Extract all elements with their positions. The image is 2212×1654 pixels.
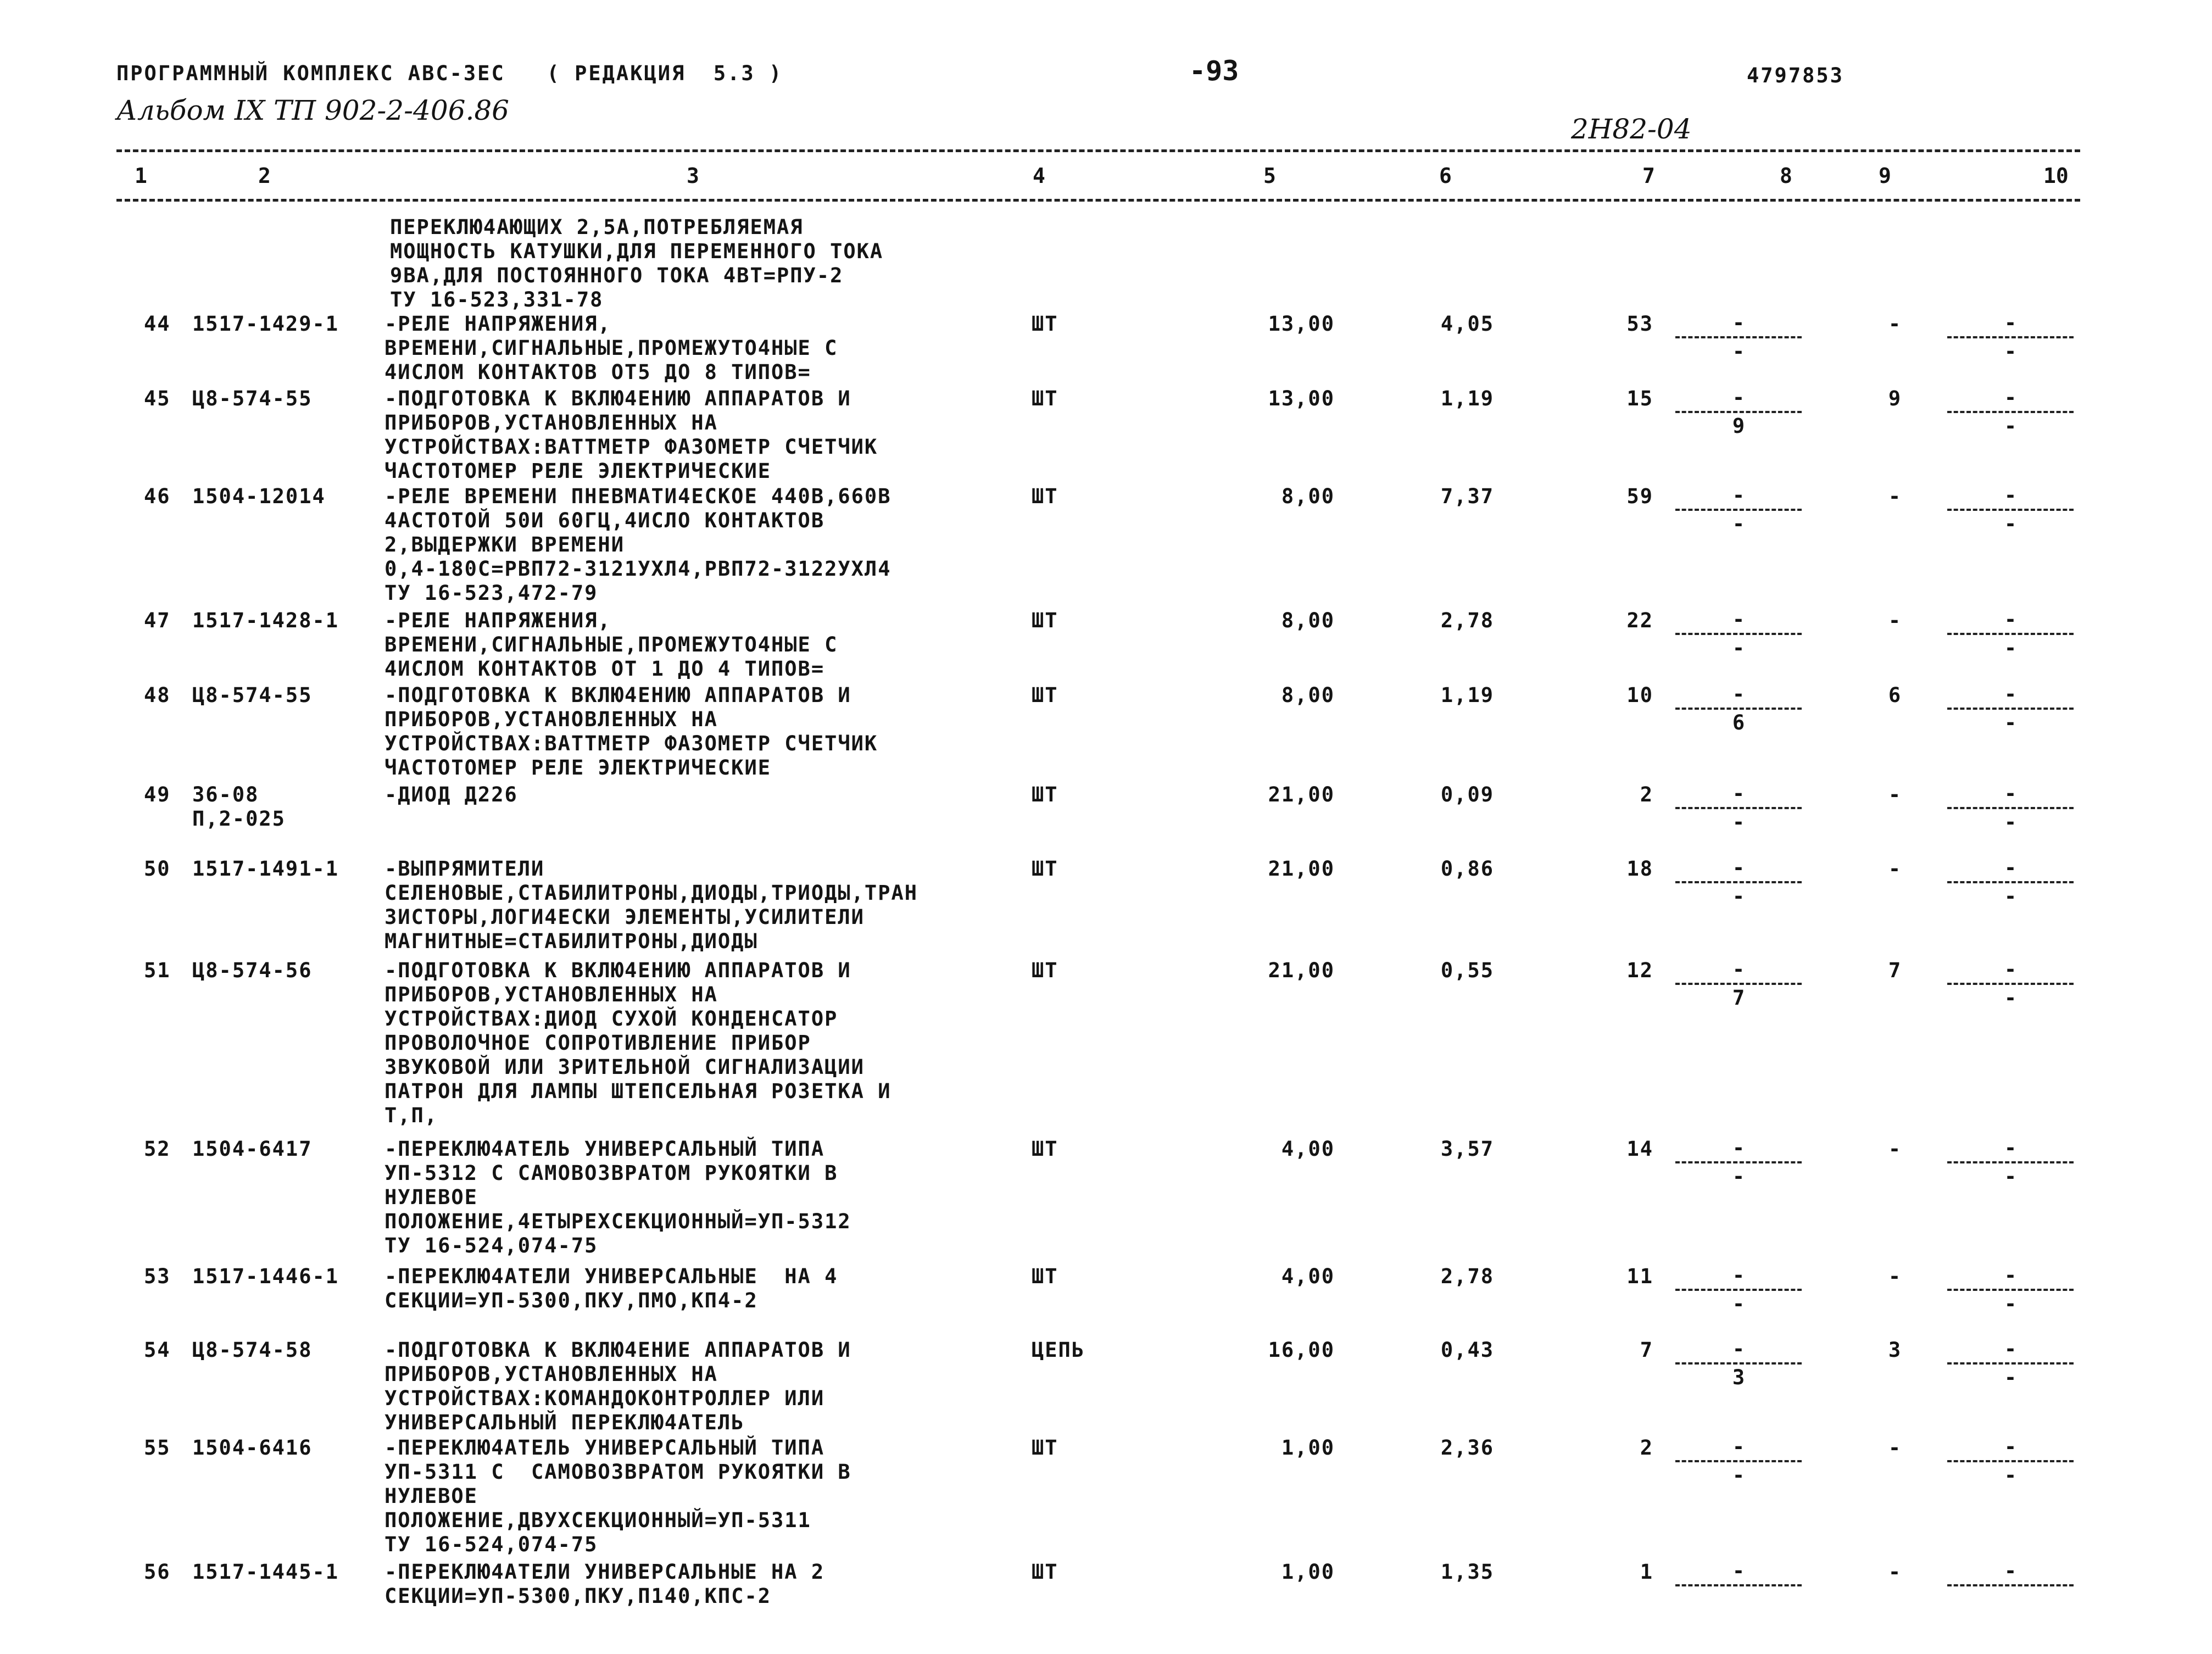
column-8-top: - bbox=[1732, 483, 1745, 507]
description-line: 4ИСЛОМ КОНТАКТОВ ОТ5 ДО 8 ТИПОВ= bbox=[385, 360, 811, 384]
doc-code: 4797853 bbox=[1747, 64, 1844, 87]
column-10-top: - bbox=[2004, 1559, 2017, 1583]
column-10 bbox=[1947, 959, 2074, 1009]
column-10-bottom: - bbox=[2004, 1463, 2017, 1487]
column-8-bottom: 3 bbox=[1732, 1366, 1745, 1389]
unit-price: 2,36 bbox=[1440, 1436, 1494, 1460]
quantity: 8,00 bbox=[1281, 484, 1335, 508]
description-line: УП-5312 С САМОВОЗВРАТОМ РУКОЯТКИ В bbox=[385, 1161, 838, 1185]
column-10-top: - bbox=[2004, 311, 2017, 335]
column-9: - bbox=[1888, 783, 1902, 806]
column-header-6: 6 bbox=[1439, 164, 1452, 188]
description-line: -РЕЛЕ ВРЕМЕНИ ПНЕВМАТИ4ЕСКОЕ 440В,660В bbox=[385, 484, 892, 508]
column-10-top: - bbox=[2004, 682, 2017, 706]
column-10 bbox=[1947, 312, 2074, 363]
column-8 bbox=[1675, 609, 1802, 659]
column-10-top: - bbox=[2004, 1337, 2017, 1361]
description-line: УСТРОЙСТВАХ:КОМАНДОКОНТРОЛЛЕР ИЛИ bbox=[385, 1386, 825, 1410]
column-8-line bbox=[1675, 1161, 1802, 1163]
column-8-top: - bbox=[1732, 386, 1745, 409]
column-8-top: - bbox=[1732, 957, 1745, 981]
unit: ШТ bbox=[1032, 1560, 1058, 1584]
column-9: - bbox=[1888, 484, 1902, 508]
column-header-3: 3 bbox=[687, 164, 699, 188]
row-number: 48 bbox=[144, 683, 171, 707]
program-header: ПРОГРАММНЫЙ КОМПЛЕКС АВС-3ЕС ( РЕДАКЦИЯ 5.3 ) bbox=[116, 62, 783, 85]
column-8 bbox=[1675, 857, 1802, 907]
column-9: - bbox=[1888, 609, 1902, 632]
continued-description-line: 9ВА,ДЛЯ ПОСТОЯННОГО ТОКА 4ВТ=РПУ-2 bbox=[390, 264, 844, 287]
quantity: 8,00 bbox=[1281, 683, 1335, 707]
description-line: УП-5311 С САМОВОЗВРАТОМ РУКОЯТКИ В bbox=[385, 1460, 851, 1484]
unit-price: 1,19 bbox=[1440, 387, 1494, 410]
description-line: 4ИСЛОМ КОНТАКТОВ ОТ 1 ДО 4 ТИПОВ= bbox=[385, 657, 825, 681]
column-8 bbox=[1675, 312, 1802, 363]
column-10 bbox=[1947, 1137, 2074, 1188]
column-8 bbox=[1675, 1560, 1802, 1611]
description-line: ЗИСТОРЫ,ЛОГИ4ЕСКИ ЭЛЕМЕНТЫ,УСИЛИТЕЛИ bbox=[385, 905, 865, 929]
column-9: 6 bbox=[1888, 683, 1902, 707]
quantity: 4,00 bbox=[1281, 1265, 1335, 1288]
resource-code: Ц8-574-58 bbox=[192, 1338, 313, 1362]
unit-price: 7,37 bbox=[1440, 484, 1494, 508]
column-10-top: - bbox=[2004, 957, 2017, 981]
column-8-line bbox=[1675, 1289, 1802, 1291]
continued-description-line: ТУ 16-523,331-78 bbox=[390, 288, 604, 311]
column-10 bbox=[1947, 1265, 2074, 1315]
column-9: 7 bbox=[1888, 959, 1902, 982]
column-8 bbox=[1675, 683, 1802, 734]
quantity: 1,00 bbox=[1281, 1560, 1335, 1584]
column-8 bbox=[1675, 1137, 1802, 1188]
column-10 bbox=[1947, 609, 2074, 659]
description-line: УСТРОЙСТВАХ:ВАТТМЕТР ФАЗОМЕТР СЧЕТЧИК bbox=[385, 732, 878, 755]
description-line: 0,4-180С=РВП72-3121УХЛ4,РВП72-3122УХЛ4 bbox=[385, 557, 892, 581]
resource-code: 1517-1446-1 bbox=[192, 1265, 339, 1288]
column-7: 18 bbox=[1626, 857, 1653, 881]
description-line: -ПОДГОТОВКА К ВКЛЮ4ЕНИЮ АППАРАТОВ И bbox=[385, 387, 851, 410]
unit: ШТ bbox=[1032, 683, 1058, 707]
unit: ШТ bbox=[1032, 609, 1058, 632]
unit: ШТ bbox=[1032, 484, 1058, 508]
column-8 bbox=[1675, 783, 1802, 833]
description-line: 2,ВЫДЕРЖКИ ВРЕМЕНИ bbox=[385, 533, 625, 556]
column-8-bottom: - bbox=[1732, 512, 1745, 536]
column-8-line bbox=[1675, 336, 1802, 338]
description-line: -РЕЛЕ НАПРЯЖЕНИЯ, bbox=[385, 609, 611, 632]
column-10-line bbox=[1947, 509, 2074, 511]
row-number: 44 bbox=[144, 312, 171, 336]
column-10-line bbox=[1947, 1161, 2074, 1163]
description-line: ПРОВОЛОЧНОЕ СОПРОТИВЛЕНИЕ ПРИБОР bbox=[385, 1031, 811, 1055]
resource-code: 1504-12014 bbox=[192, 484, 326, 508]
column-10-bottom: - bbox=[2004, 512, 2017, 536]
row-number: 45 bbox=[144, 387, 171, 410]
column-10-bottom: - bbox=[2004, 339, 2017, 363]
column-7: 10 bbox=[1626, 683, 1653, 707]
description-line: ЧАСТОТОМЕР РЕЛЕ ЭЛЕКТРИЧЕСКИЕ bbox=[385, 459, 772, 483]
column-header-1: 1 bbox=[135, 164, 147, 188]
column-10-bottom: - bbox=[2004, 1165, 2017, 1188]
row-number: 47 bbox=[144, 609, 171, 632]
column-8-line bbox=[1675, 881, 1802, 883]
description-line: ЗВУКОВОЙ ИЛИ ЗРИТЕЛЬНОЙ СИГНАЛИЗАЦИИ bbox=[385, 1055, 865, 1079]
column-10-top: - bbox=[2004, 1136, 2017, 1160]
column-10-line bbox=[1947, 708, 2074, 710]
row-number: 55 bbox=[144, 1436, 171, 1460]
quantity: 13,00 bbox=[1268, 387, 1335, 410]
description-line: 4АСТОТОЙ 50И 60ГЦ,4ИСЛО КОНТАКТОВ bbox=[385, 509, 825, 532]
description-line: ТУ 16-524,074-75 bbox=[385, 1533, 598, 1556]
column-8-bottom: 9 bbox=[1732, 414, 1745, 438]
column-10-top: - bbox=[2004, 856, 2017, 879]
description-line: ТУ 16-524,074-75 bbox=[385, 1234, 598, 1257]
description-line: -ВЫПРЯМИТЕЛИ bbox=[385, 857, 545, 881]
unit-price: 2,78 bbox=[1440, 1265, 1494, 1288]
album-title: Альбом IX ТП 902-2-406.86 bbox=[116, 94, 509, 126]
column-7: 12 bbox=[1626, 959, 1653, 982]
column-10-line bbox=[1947, 1460, 2074, 1462]
column-10 bbox=[1947, 683, 2074, 734]
quantity: 21,00 bbox=[1268, 959, 1335, 982]
description-line: ПРИБОРОВ,УСТАНОВЛЕННЫХ НА bbox=[385, 1362, 718, 1386]
continued-description-line: ПЕРЕКЛЮ4АЮЩИХ 2,5А,ПОТРЕБЛЯЕМАЯ bbox=[390, 215, 804, 239]
column-10 bbox=[1947, 857, 2074, 907]
column-8 bbox=[1675, 484, 1802, 535]
column-8-line bbox=[1675, 1460, 1802, 1462]
column-10 bbox=[1947, 1338, 2074, 1389]
column-8-bottom: - bbox=[1732, 636, 1745, 660]
resource-code: 1517-1491-1 bbox=[192, 857, 339, 881]
column-10-bottom: - bbox=[2004, 810, 2017, 834]
description-line: ПРИБОРОВ,УСТАНОВЛЕННЫХ НА bbox=[385, 411, 718, 435]
unit: ШТ bbox=[1032, 1436, 1058, 1460]
description-line: СЕЛЕНОВЫЕ,СТАБИЛИТРОНЫ,ДИОДЫ,ТРИОДЫ,ТРАН bbox=[385, 881, 918, 905]
column-8-bottom: - bbox=[1732, 1165, 1745, 1188]
description-line: СЕКЦИИ=УП-5300,ПКУ,П140,КПС-2 bbox=[385, 1584, 772, 1608]
row-number: 56 bbox=[144, 1560, 171, 1584]
description-line: ВРЕМЕНИ,СИГНАЛЬНЫЕ,ПРОМЕЖУТО4НЫЕ С bbox=[385, 633, 838, 656]
column-10-bottom: - bbox=[2004, 1366, 2017, 1389]
description-line: НУЛЕВОЕ bbox=[385, 1185, 478, 1209]
column-10 bbox=[1947, 1436, 2074, 1486]
column-10-line bbox=[1947, 807, 2074, 809]
column-7: 2 bbox=[1640, 1436, 1653, 1460]
column-9: - bbox=[1888, 312, 1902, 336]
column-9: - bbox=[1888, 1436, 1902, 1460]
description-line: УСТРОЙСТВАХ:ВАТТМЕТР ФАЗОМЕТР СЧЕТЧИК bbox=[385, 435, 878, 459]
column-8-bottom: - bbox=[1732, 810, 1745, 834]
resource-code: 1504-6416 bbox=[192, 1436, 313, 1460]
unit: ШТ bbox=[1032, 857, 1058, 881]
column-8-top: - bbox=[1732, 682, 1745, 706]
column-8-bottom: 7 bbox=[1732, 986, 1745, 1010]
column-header-10: 10 bbox=[2043, 164, 2069, 188]
resource-code: Ц8-574-56 bbox=[192, 959, 313, 982]
column-10-bottom: - bbox=[2004, 986, 2017, 1010]
resource-code: 1517-1428-1 bbox=[192, 609, 339, 632]
column-8-line bbox=[1675, 983, 1802, 985]
row-number: 51 bbox=[144, 959, 171, 982]
column-8-top: - bbox=[1732, 782, 1745, 805]
column-9: 9 bbox=[1888, 387, 1902, 410]
quantity: 16,00 bbox=[1268, 1338, 1335, 1362]
column-9: - bbox=[1888, 1265, 1902, 1288]
column-10-line bbox=[1947, 411, 2074, 413]
row-number: 52 bbox=[144, 1137, 171, 1161]
column-8-line bbox=[1675, 708, 1802, 710]
column-10-top: - bbox=[2004, 782, 2017, 805]
column-8-bottom: - bbox=[1732, 884, 1745, 908]
description-line: ТУ 16-523,472-79 bbox=[385, 581, 598, 605]
column-9: - bbox=[1888, 857, 1902, 881]
resource-code: 36-08 П,2-025 bbox=[192, 783, 286, 831]
column-10-bottom: - bbox=[2004, 1292, 2017, 1316]
unit: ШТ bbox=[1032, 1265, 1058, 1288]
table-header-rule bbox=[116, 199, 2080, 202]
column-8-bottom bbox=[1675, 1589, 1802, 1611]
unit: ШТ bbox=[1032, 1137, 1058, 1161]
column-8-top: - bbox=[1732, 1337, 1745, 1361]
description-line: -ПЕРЕКЛЮ4АТЕЛИ УНИВЕРСАЛЬНЫЕ НА 4 bbox=[385, 1265, 838, 1288]
unit-price: 0,43 bbox=[1440, 1338, 1494, 1362]
column-7: 15 bbox=[1626, 387, 1653, 410]
column-10-bottom: - bbox=[2004, 711, 2017, 734]
row-number: 49 bbox=[144, 783, 171, 806]
quantity: 21,00 bbox=[1268, 857, 1335, 881]
column-8-bottom: 6 bbox=[1732, 711, 1745, 734]
row-number: 53 bbox=[144, 1265, 171, 1288]
description-line: -ПЕРЕКЛЮ4АТЕЛЬ УНИВЕРСАЛЬНЫЙ ТИПА bbox=[385, 1436, 825, 1460]
unit-price: 2,78 bbox=[1440, 609, 1494, 632]
description-line: ПОЛОЖЕНИЕ,4ЕТЫРЕХСЕКЦИОННЫЙ=УП-5312 bbox=[385, 1210, 851, 1233]
row-number: 54 bbox=[144, 1338, 171, 1362]
column-10-top: - bbox=[2004, 608, 2017, 631]
unit-price: 0,55 bbox=[1440, 959, 1494, 982]
column-10-bottom bbox=[1947, 1589, 2074, 1611]
column-10-line bbox=[1947, 336, 2074, 338]
description-line: -ПЕРЕКЛЮ4АТЕЛЬ УНИВЕРСАЛЬНЫЙ ТИПА bbox=[385, 1137, 825, 1161]
description-line: -ПЕРЕКЛЮ4АТЕЛИ УНИВЕРСАЛЬНЫЕ НА 2 bbox=[385, 1560, 825, 1584]
column-8-top: - bbox=[1732, 1136, 1745, 1160]
column-10 bbox=[1947, 1560, 2074, 1611]
column-8-line bbox=[1675, 1584, 1802, 1586]
unit: ШТ bbox=[1032, 387, 1058, 410]
column-8 bbox=[1675, 1338, 1802, 1389]
column-8 bbox=[1675, 1436, 1802, 1486]
column-8-line bbox=[1675, 633, 1802, 635]
resource-code: Ц8-574-55 bbox=[192, 387, 313, 410]
column-header-9: 9 bbox=[1879, 164, 1891, 188]
description-line: Т,П, bbox=[385, 1104, 438, 1127]
column-10-top: - bbox=[2004, 483, 2017, 507]
unit: ЦЕПЬ bbox=[1032, 1338, 1085, 1362]
column-8-line bbox=[1675, 807, 1802, 809]
description-line: -ПОДГОТОВКА К ВКЛЮ4ЕНИЕ АППАРАТОВ И bbox=[385, 1338, 851, 1362]
description-line: ПОЛОЖЕНИЕ,ДВУХСЕКЦИОННЫЙ=УП-5311 bbox=[385, 1508, 811, 1532]
column-8-top: - bbox=[1732, 1435, 1745, 1458]
resource-code: 1517-1445-1 bbox=[192, 1560, 339, 1584]
column-8 bbox=[1675, 1265, 1802, 1315]
description-line: НУЛЕВОЕ bbox=[385, 1484, 478, 1508]
column-header-4: 4 bbox=[1033, 164, 1045, 188]
column-10-bottom: - bbox=[2004, 884, 2017, 908]
column-9: 3 bbox=[1888, 1338, 1902, 1362]
description-line: ПРИБОРОВ,УСТАНОВЛЕННЫХ НА bbox=[385, 983, 718, 1006]
column-8-line bbox=[1675, 509, 1802, 511]
column-8-top: - bbox=[1732, 1559, 1745, 1583]
table-top-rule bbox=[116, 149, 2080, 152]
column-8 bbox=[1675, 959, 1802, 1009]
column-header-2: 2 bbox=[258, 164, 271, 188]
column-10-line bbox=[1947, 1584, 2074, 1586]
unit: ШТ bbox=[1032, 783, 1058, 806]
row-number: 46 bbox=[144, 484, 171, 508]
column-10 bbox=[1947, 783, 2074, 833]
resource-code: 1504-6417 bbox=[192, 1137, 313, 1161]
resource-code: Ц8-574-55 bbox=[192, 683, 313, 707]
quantity: 1,00 bbox=[1281, 1436, 1335, 1460]
continued-description bbox=[390, 215, 883, 312]
description-line: УСТРОЙСТВАХ:ДИОД СУХОЙ КОНДЕНСАТОР bbox=[385, 1007, 838, 1031]
unit-price: 3,57 bbox=[1440, 1137, 1494, 1161]
description-line: -ДИОД Д226 bbox=[385, 783, 518, 806]
column-9: - bbox=[1888, 1137, 1902, 1161]
description-line: ЧАСТОТОМЕР РЕЛЕ ЭЛЕКТРИЧЕСКИЕ bbox=[385, 756, 772, 779]
continued-description-line: МОЩНОСТЬ КАТУШКИ,ДЛЯ ПЕРЕМЕННОГО ТОКА bbox=[390, 240, 884, 263]
column-8-line bbox=[1675, 1362, 1802, 1365]
description-line: -ПОДГОТОВКА К ВКЛЮ4ЕНИЮ АППАРАТОВ И bbox=[385, 683, 851, 707]
page-number: -93 bbox=[1189, 55, 1239, 87]
column-8-top: - bbox=[1732, 311, 1745, 335]
column-10 bbox=[1947, 387, 2074, 437]
column-10-line bbox=[1947, 1362, 2074, 1365]
description-line: ПРИБОРОВ,УСТАНОВЛЕННЫХ НА bbox=[385, 708, 718, 731]
unit-price: 0,86 bbox=[1440, 857, 1494, 881]
column-7: 53 bbox=[1626, 312, 1653, 336]
column-8-bottom: - bbox=[1732, 339, 1745, 363]
description-line: -РЕЛЕ НАПРЯЖЕНИЯ, bbox=[385, 312, 611, 336]
column-10-line bbox=[1947, 1289, 2074, 1291]
column-10-bottom: - bbox=[2004, 414, 2017, 438]
unit-price: 1,19 bbox=[1440, 683, 1494, 707]
column-8-top: - bbox=[1732, 608, 1745, 631]
column-10-line bbox=[1947, 881, 2074, 883]
unit-price: 0,09 bbox=[1440, 783, 1494, 806]
quantity: 4,00 bbox=[1281, 1137, 1335, 1161]
resource-code: 1517-1429-1 bbox=[192, 312, 339, 336]
quantity: 13,00 bbox=[1268, 312, 1335, 336]
column-10-top: - bbox=[2004, 1263, 2017, 1287]
column-10-line bbox=[1947, 983, 2074, 985]
column-10 bbox=[1947, 484, 2074, 535]
column-10-line bbox=[1947, 633, 2074, 635]
column-7: 14 bbox=[1626, 1137, 1653, 1161]
unit-price: 4,05 bbox=[1440, 312, 1494, 336]
column-8-bottom: - bbox=[1732, 1292, 1745, 1316]
column-10-top: - bbox=[2004, 386, 2017, 409]
sheet-code: 2Н82-04 bbox=[1571, 113, 1692, 145]
column-7: 7 bbox=[1640, 1338, 1653, 1362]
column-header-5: 5 bbox=[1263, 164, 1276, 188]
quantity: 8,00 bbox=[1281, 609, 1335, 632]
description-line: ВРЕМЕНИ,СИГНАЛЬНЫЕ,ПРОМЕЖУТО4НЫЕ С bbox=[385, 336, 838, 360]
description-line: -ПОДГОТОВКА К ВКЛЮ4ЕНИЮ АППАРАТОВ И bbox=[385, 959, 851, 982]
column-8-top: - bbox=[1732, 1263, 1745, 1287]
description-line: УНИВЕРСАЛЬНЫЙ ПЕРЕКЛЮ4АТЕЛЬ bbox=[385, 1411, 745, 1434]
column-7: 1 bbox=[1640, 1560, 1653, 1584]
column-header-8: 8 bbox=[1780, 164, 1792, 188]
unit: ШТ bbox=[1032, 959, 1058, 982]
column-7: 59 bbox=[1626, 484, 1653, 508]
row-number: 50 bbox=[144, 857, 171, 881]
unit-price: 1,35 bbox=[1440, 1560, 1494, 1584]
unit: ШТ bbox=[1032, 312, 1058, 336]
column-7: 22 bbox=[1626, 609, 1653, 632]
column-7: 2 bbox=[1640, 783, 1653, 806]
column-7: 11 bbox=[1626, 1265, 1653, 1288]
description-line: СЕКЦИИ=УП-5300,ПКУ,ПМО,КП4-2 bbox=[385, 1289, 758, 1312]
description-line: ПАТРОН ДЛЯ ЛАМПЫ ШТЕПСЕЛЬНАЯ РОЗЕТКА И bbox=[385, 1079, 892, 1103]
column-10-top: - bbox=[2004, 1435, 2017, 1458]
column-9: - bbox=[1888, 1560, 1902, 1584]
column-8 bbox=[1675, 387, 1802, 437]
column-8-line bbox=[1675, 411, 1802, 413]
column-8-top: - bbox=[1732, 856, 1745, 879]
column-header-7: 7 bbox=[1642, 164, 1655, 188]
quantity: 21,00 bbox=[1268, 783, 1335, 806]
column-8-bottom: - bbox=[1732, 1463, 1745, 1487]
description-line: МАГНИТНЫЕ=СТАБИЛИТРОНЫ,ДИОДЫ bbox=[385, 929, 758, 953]
column-10-bottom: - bbox=[2004, 636, 2017, 660]
